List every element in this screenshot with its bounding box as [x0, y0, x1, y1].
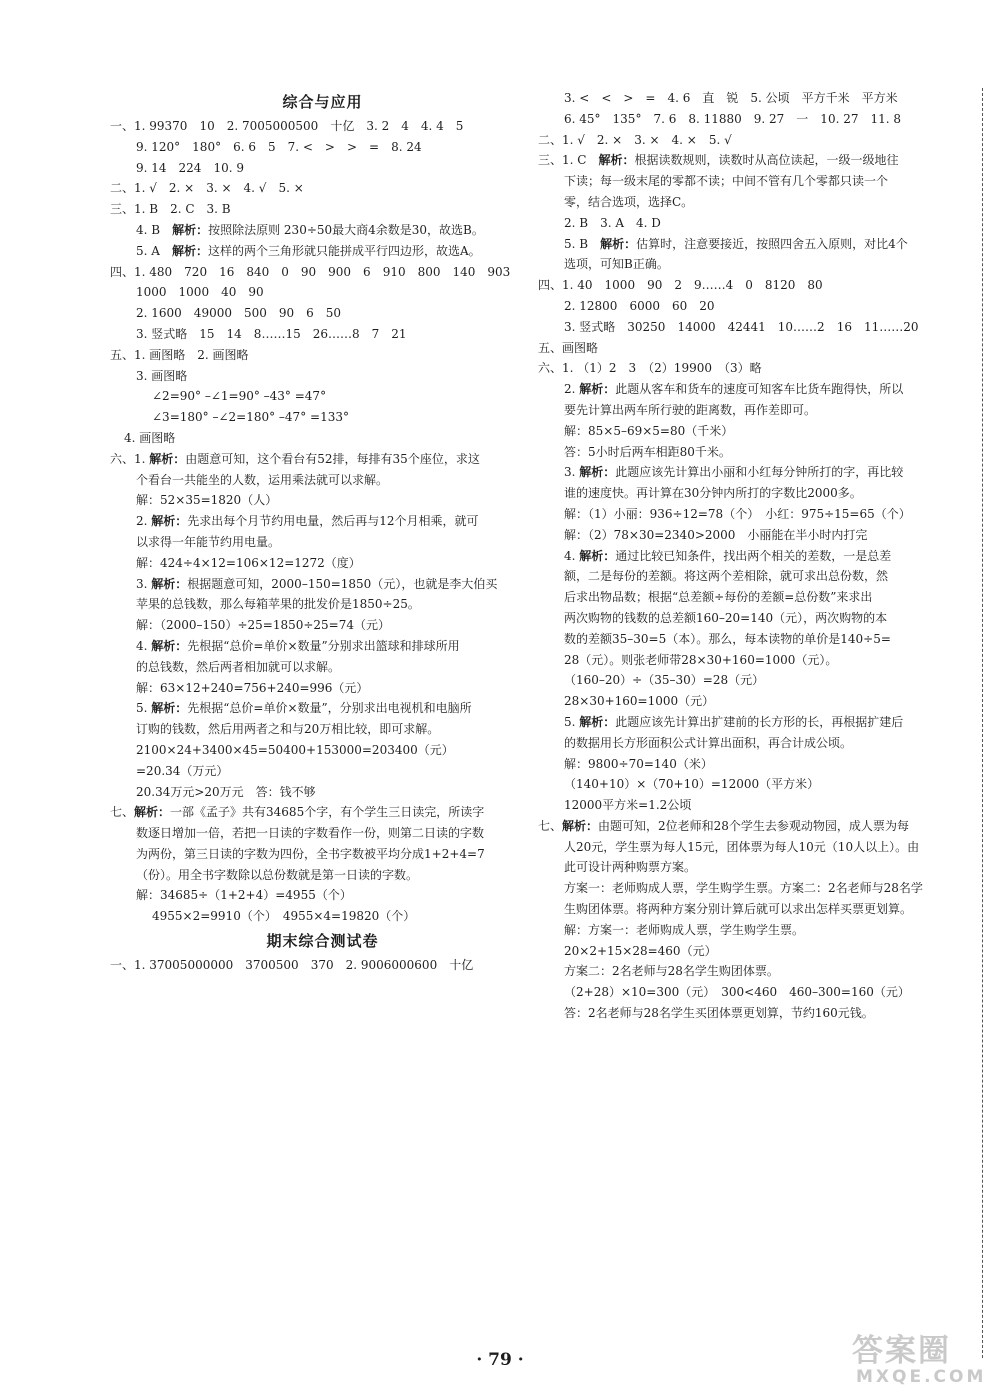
cut-line [982, 88, 983, 1358]
analysis-label: 解析： [151, 701, 188, 716]
answer-line [538, 88, 963, 109]
answer-column-right [538, 88, 963, 1024]
answer-line [110, 885, 535, 906]
answer-text: 五、1. 画图略 2. 画图略 [110, 347, 249, 362]
answer-text: 答：5小时后两车相距80千米。 [564, 444, 731, 459]
analysis-label: 解析： [134, 805, 171, 820]
answer-line [538, 754, 963, 775]
analysis-text: 先求出每个月节约用电量，然后再与12个月相乘，就可 [187, 514, 479, 529]
answer-text: 后求出物品数；根据“总差额÷每份的差额=总份数”来求出 [564, 590, 873, 605]
analysis-label: 解析： [151, 576, 188, 591]
answer-text: 解：9800÷70=140（米） [564, 756, 713, 771]
answer-line [110, 137, 535, 158]
answer-prefix: 2. [136, 514, 152, 529]
answer-line [538, 982, 963, 1003]
answer-text: 28（元）。则张老师带28×30+160=1000（元）。 [564, 652, 838, 667]
answer-line [110, 782, 535, 803]
answer-text: 20×2+15×28=460（元） [564, 943, 717, 958]
answer-line [110, 282, 535, 303]
answer-text: 苹果的总钱数，那么每箱苹果的批发价是1850÷25。 [136, 597, 420, 612]
answer-line [110, 761, 535, 782]
answer-line [538, 816, 963, 837]
answer-text: 3. 竖式略 15 14 8……15 26……8 7 21 [136, 326, 407, 341]
answer-prefix: 3. [136, 576, 152, 591]
answer-line [110, 262, 535, 283]
answer-text: 2. B 3. A 4. D [564, 215, 661, 230]
analysis-label: 解析： [579, 382, 616, 397]
answer-text: =20.34（万元） [136, 763, 229, 778]
answer-text: 28×30+160=1000（元） [564, 694, 715, 709]
answer-line [538, 234, 963, 255]
answer-line [110, 844, 535, 865]
answer-line [538, 462, 963, 483]
answer-text: 4955×2=9910（个） 4955×4=19820（个） [152, 909, 416, 924]
answer-text: 订购的钱数，然后用两者之和与20万相比较，即可求解。 [136, 722, 440, 737]
answer-line [538, 150, 963, 171]
answer-line [538, 941, 963, 962]
answer-text: （140+10）×（70+10）=12000（平方米） [564, 777, 820, 792]
answer-prefix: 三、1. C [538, 153, 599, 168]
answer-text: 3. < < > = 4. 6 直 锐 5. 公顷 平方千米 平方米 [564, 91, 898, 105]
answer-text: 六、1. （1）2 3 （2）19900 （3）略 [538, 361, 762, 376]
answer-text: 解：方案一：老师购成人票，学生购学生票。 [564, 922, 805, 937]
answer-text: 一、1. 37005000000 3700500 370 2. 9006000600 十亿 [110, 958, 474, 973]
answer-line [110, 823, 535, 844]
answer-line [538, 712, 963, 733]
section-title: 综合与应用 [282, 93, 363, 111]
answer-line [538, 899, 963, 920]
answer-line [538, 691, 963, 712]
answer-prefix: 5. B [564, 236, 601, 251]
analysis-text: 由题可知，2位老师和28个学生去参观动物园，成人票为每 [598, 818, 909, 833]
answer-line [110, 594, 535, 615]
answer-text: 2. 1600 49000 500 90 6 50 [136, 306, 342, 321]
analysis-text: 通过比较已知条件，找出两个相关的差数，一是总差 [615, 548, 892, 563]
answer-text: 方案一：老师购成人票，学生购学生票。方案二：2名老师与28名学 [564, 881, 923, 896]
answer-line [110, 428, 535, 449]
answer-line [538, 379, 963, 400]
analysis-text: 此题从客车和货车的速度可知客车比货车跑得快，所以 [615, 382, 904, 397]
answer-line [538, 629, 963, 650]
answer-text: 的数据用长方形面积公式计算出面积，再合计成公顷。 [564, 735, 853, 750]
answer-line [538, 275, 963, 296]
answer-text: 解：85×5–69×5=80（千米） [564, 423, 734, 438]
answer-line [110, 657, 535, 678]
answer-text: 此可设计两种购票方案。 [564, 860, 697, 875]
analysis-label: 解析： [579, 465, 616, 480]
answer-prefix: 七、 [110, 805, 135, 820]
answer-line [538, 213, 963, 234]
answer-text: 6. 45° 135° 7. 6 8. 11880 9. 27 一 10. 27 11. 8 [564, 111, 902, 126]
answer-line [538, 1003, 963, 1024]
answer-text: 谁的速度快。再计算在30分钟内所打的字数比2000多。 [564, 486, 862, 501]
answer-text: 选项，可知B正确。 [564, 257, 669, 272]
answer-text: 四、1. 480 720 16 840 0 90 900 6 910 800 140 903 [110, 264, 511, 279]
analysis-label: 解析： [600, 236, 637, 251]
answer-line [538, 546, 963, 567]
answer-text: 3. 竖式略 30250 14000 42441 10……2 16 11……20 [564, 319, 919, 334]
answer-line [538, 837, 963, 858]
analysis-text: 由题意可知，这个看台有52排，每排有35个座位，求这 [185, 451, 480, 466]
answer-line [110, 636, 535, 657]
answer-prefix: 5. A [136, 243, 172, 258]
answer-line [110, 345, 535, 366]
answer-text: 4. 画图略 [124, 430, 176, 445]
answer-text: ∠3=180° –∠2=180° –47° =133° [152, 410, 349, 425]
answer-text: 2. 12800 6000 60 20 [564, 298, 715, 313]
answer-line [538, 109, 963, 130]
analysis-label: 解析： [579, 714, 616, 729]
answer-line [538, 961, 963, 982]
answer-line [538, 733, 963, 754]
answer-line [538, 296, 963, 317]
answer-line [110, 241, 535, 262]
answer-line [110, 303, 535, 324]
answer-text: 的总钱数，然后两者相加就可以求解。 [136, 659, 341, 674]
answer-column-left [110, 88, 535, 976]
answer-text: ∠2=90° –∠1=90° –43° =47° [152, 389, 327, 404]
analysis-label: 解析： [149, 451, 186, 466]
answer-line [110, 955, 535, 976]
answer-text: 额，二是每份的差额。将这两个差相除，就可求出总份数，然 [564, 569, 889, 584]
analysis-label: 解析： [171, 243, 208, 258]
answer-line [538, 587, 963, 608]
answer-line [538, 504, 963, 525]
analysis-text: 此题应该先计算出扩建前的长方形的长，再根据扩建后 [615, 714, 904, 729]
answer-text: 二、1. √ 2. × 3. × 4. √ 5. × [110, 181, 304, 196]
answer-text: （160–20）÷（35–30）=28（元） [564, 673, 765, 688]
answer-prefix: 4. [136, 638, 152, 653]
watermark-title: 答案圈 [852, 1333, 951, 1369]
answer-text: （2+28）×10=300（元） 300<460 460–300=160（元） [564, 985, 910, 1000]
answer-text: 生购团体票。将两种方案分别计算后就可以求出怎样买票更划算。 [564, 902, 913, 917]
analysis-text: 一部《孟子》共有34685个字，有个学生三日读完，所读字 [170, 805, 485, 820]
answer-line [110, 386, 535, 407]
answer-line [538, 254, 963, 275]
answer-prefix: 六、1. [110, 451, 150, 466]
answer-text: 解：424÷4×12=106×12=1272（度） [136, 555, 361, 570]
answer-line [538, 670, 963, 691]
answer-text: 一、1. 99370 10 2. 7005000500 十亿 3. 2 4 4. 4 5 [110, 119, 464, 133]
answer-text: 数逐日增加一倍，若把一日读的字数看作一份，则第二日读的字数 [136, 826, 485, 841]
answer-line [538, 130, 963, 151]
answer-line [538, 920, 963, 941]
answer-text: 9. 120° 180° 6. 6 5 7. < > > = 8. 24 [136, 139, 422, 154]
answer-line [110, 407, 535, 428]
watermark-logo [852, 1334, 988, 1390]
answer-text: 3. 画图略 [136, 368, 188, 383]
section-title: 期末综合测试卷 [266, 932, 379, 951]
answer-line [538, 358, 963, 379]
answer-text: 下读；每一级末尾的零都不读；中间不管有几个零都只读一个 [564, 174, 889, 189]
answer-line [110, 178, 535, 199]
answer-line [538, 483, 963, 504]
answer-line [110, 553, 535, 574]
analysis-label: 解析： [151, 514, 188, 529]
answer-line [110, 719, 535, 740]
answer-line [110, 906, 535, 927]
analysis-text: 此题应该先计算出小丽和小红每分钟所打的字，再比较 [615, 465, 904, 480]
answer-line [110, 615, 535, 636]
answer-text: 2100×24+3400×45=50400+153000=203400（元） [136, 742, 454, 757]
answer-line [538, 525, 963, 546]
answer-text: （份）。用全书字数除以总份数就是第一日读的字数。 [136, 867, 419, 882]
answer-line [538, 171, 963, 192]
answer-line [110, 740, 535, 761]
answer-line [538, 400, 963, 421]
answer-text: 解：（2）78×30=2340>2000 小丽能在半小时内打完 [564, 527, 868, 542]
answer-text: 三、1. B 2. C 3. B [110, 202, 231, 217]
answer-text: 解：63×12+240=756+240=996（元） [136, 680, 369, 695]
answer-line [110, 116, 535, 137]
answer-text: 解：（2000–150）÷25=1850÷25=74（元） [136, 618, 391, 633]
answer-line [110, 532, 535, 553]
answer-prefix: 2. [564, 382, 580, 397]
answer-line [538, 650, 963, 671]
answer-line [110, 802, 535, 823]
analysis-text: 估算时，注意要接近，按照四舍五入原则，对比4个 [636, 236, 908, 251]
answer-text: 以求得一年能节约用电量。 [136, 534, 281, 549]
analysis-text: 先根据“总价=单价×数量”分别求出篮球和排球所用 [187, 638, 460, 653]
answer-text: 20.34万元>20万元 答：钱不够 [136, 784, 316, 799]
answer-text: 数的差额35–30=5（本）。那么，每本读物的单价是140÷5= [564, 631, 891, 646]
answer-line [110, 158, 535, 179]
analysis-label: 解析： [562, 818, 599, 833]
answer-line [538, 795, 963, 816]
answer-text: 9. 14 224 10. 9 [136, 160, 244, 175]
answer-text: 两次购物的钱数的总差额160–20=140（元），两次购物的本 [564, 610, 888, 625]
answer-prefix: 3. [564, 465, 580, 480]
answer-line [110, 574, 535, 595]
answer-text: 解：34685÷（1+2+4）=4955（个） [136, 888, 352, 903]
answer-line [538, 442, 963, 463]
analysis-label: 解析： [172, 222, 209, 237]
answer-text: 解：（1）小丽：936÷12=78（个） 小红：975÷15=65（个） [564, 506, 911, 521]
answer-prefix: 5. [564, 714, 580, 729]
answer-line [538, 566, 963, 587]
answer-text: 答：2名老师与28名学生买团体票更划算，节约160元钱。 [564, 1006, 874, 1021]
answer-prefix: 4. B [136, 222, 173, 237]
analysis-text: 这样的两个三角形就只能拼成平行四边形，故选A。 [207, 243, 481, 258]
answer-line [110, 470, 535, 491]
answer-text: 要先计算出两车所行驶的距离数，再作差即可。 [564, 402, 817, 417]
answer-line [538, 774, 963, 795]
answer-text: 二、1. √ 2. × 3. × 4. × 5. √ [538, 132, 732, 147]
answer-text: 12000平方米=1.2公顷 [564, 798, 692, 813]
answer-text: 个看台一共能坐的人数，运用乘法就可以求解。 [136, 472, 389, 487]
analysis-text: 先根据“总价=单价×数量”，分别求出电视机和电脑所 [187, 701, 472, 716]
answer-line [110, 865, 535, 886]
answer-line [538, 317, 963, 338]
answer-line [110, 698, 535, 719]
answer-text: 零，结合选项，选择C。 [564, 194, 694, 209]
answer-line [110, 366, 535, 387]
answer-line [538, 338, 963, 359]
answer-text: 五、画图略 [538, 340, 599, 355]
analysis-label: 解析： [598, 153, 635, 168]
answer-line [110, 324, 535, 345]
answer-text: 人20元，学生票为每人15元，团体票为每人10元（10人以上）。由 [564, 839, 920, 854]
answer-text: 为两份，第三日读的字数为四份，全书字数被平均分成1+2+4=7 [136, 846, 485, 861]
answer-line [538, 857, 963, 878]
answer-line [538, 878, 963, 899]
answer-text: 方案二：2名老师与28名学生购团体票。 [564, 964, 779, 979]
answer-text: 1000 1000 40 90 [136, 285, 264, 300]
answer-line [110, 449, 535, 470]
analysis-text: 根据读数规则，读数时从高位读起，一级一级地往 [634, 153, 899, 168]
answer-line [110, 511, 535, 532]
answer-line [110, 490, 535, 511]
answer-text: 四、1. 40 1000 90 2 9……4 0 8120 80 [538, 278, 823, 293]
analysis-label: 解析： [151, 638, 188, 653]
answer-prefix: 5. [136, 701, 152, 716]
page-number: · 79 · [476, 1350, 524, 1370]
answer-line [110, 220, 535, 241]
answer-line [110, 199, 535, 220]
answer-line [538, 421, 963, 442]
analysis-label: 解析： [579, 548, 616, 563]
answer-line [538, 608, 963, 629]
answer-line [538, 192, 963, 213]
analysis-text: 按照除法原则 230÷50最大商4余数是30，故选B。 [208, 222, 484, 237]
analysis-text: 根据题意可知，2000–150=1850（元），也就是李大伯买 [187, 576, 498, 591]
watermark-url: MXQE.COM [856, 1367, 987, 1387]
answer-prefix: 4. [564, 548, 580, 563]
answer-line [110, 678, 535, 699]
answer-text: 解：52×35=1820（人） [136, 493, 278, 508]
answer-prefix: 七、 [538, 818, 563, 833]
